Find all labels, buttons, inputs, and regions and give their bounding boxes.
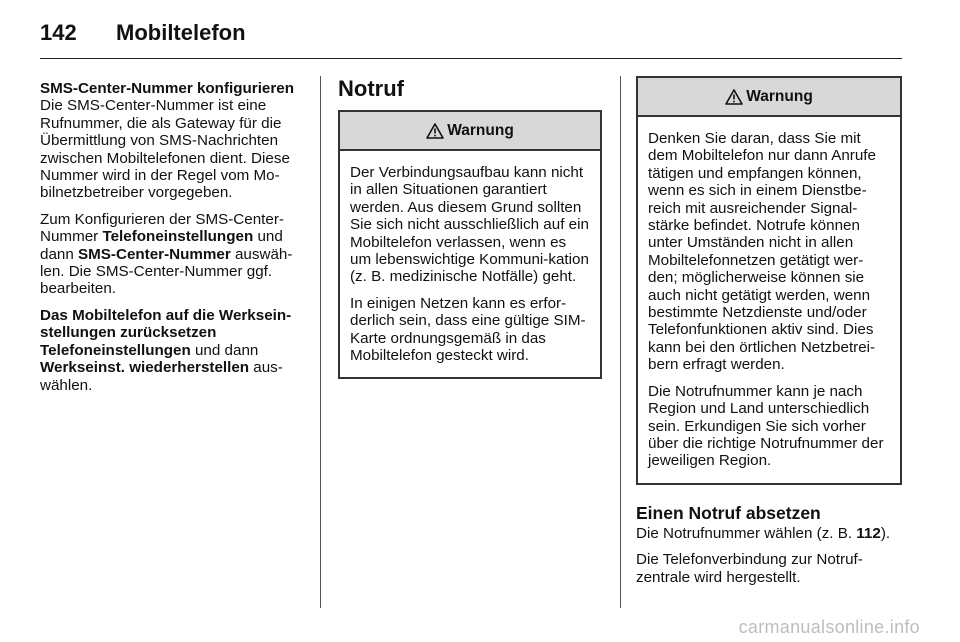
config-paragraph [40, 211, 304, 298]
config-mid: und dann [40, 228, 283, 263]
call-post: ). [880, 524, 891, 542]
emergency-call-heading: Einen Notruf absetzen [636, 502, 821, 523]
reset-menu-factory: Werkseinst. wiederherstellen [40, 359, 250, 377]
right-column [636, 76, 902, 595]
sms-section [40, 80, 304, 202]
warning-text-1: Denken Sie daran, dass Sie mit dem Mobiltelefon nur dann Anrufe tätigen und empfangen können, wenn es sich in einem Dienstbe-reich mit ausreichender Signal-stärke befindet. Notrufe können unter Umständen nicht in allen Mobiltelefonnetzen getätigt wer-den; möglicherweise können sie auch nicht getätigt werden, wenn bestimmte Netzdienste und/oder Telefonfunktionen aktiv sind. Dies kann bei den örtlichen Netzbetrei-bern erfragt werden. [648, 130, 876, 374]
left-column [40, 80, 304, 403]
reset-mid: und dann [190, 341, 259, 359]
warning-header [638, 78, 900, 117]
warning-body [638, 117, 900, 483]
call-pre: Die Notrufnummer wählen (z. B. [636, 524, 857, 542]
reset-heading: Das Mobiltelefon auf die Werksein-stellungen zurücksetzen [40, 306, 292, 342]
middle-column [338, 76, 602, 379]
warning-text-2: In einigen Netzen kann es erfor-derlich sein, dass eine gültige SIM-Karte ordnungsgemäß in das Mobiltelefon gesteckt wird. [350, 294, 586, 365]
header-rule [40, 58, 902, 59]
column-divider-left [320, 76, 321, 608]
warning-label: Warnung [746, 87, 813, 105]
config-menu-sms-center: SMS-Center-Nummer [78, 245, 231, 263]
reset-section [40, 307, 304, 394]
watermark: carmanualsonline.info [738, 617, 920, 637]
page-header [40, 16, 246, 50]
page-title: Mobiltelefon [116, 20, 246, 45]
emergency-call-text-1 [636, 525, 902, 542]
sms-heading: SMS-Center-Nummer konfigurieren [40, 80, 295, 97]
sms-text: Die SMS-Center-Nummer ist eine Rufnummer, die als Gateway für die Übermittlung von SMS-Nachrichten zwischen Mobiltelefonen dient. Diese Nummer wird in der Regel vom Mo-bilnetzbetreiber vorgegeben. [40, 97, 290, 202]
warning-header [340, 112, 600, 151]
warning-text-2: Die Notrufnummer kann je nach Region und Land unterschiedlich sein. Erkundigen Sie sich vorher über die richtige Notrufnummer der jeweiligen Region. [648, 382, 884, 470]
column-divider-right [620, 76, 621, 608]
warning-label: Warnung [447, 121, 514, 139]
reset-post: aus-wählen. [40, 359, 283, 394]
warning-triangle-icon [725, 89, 743, 105]
config-pre: Zum Konfigurieren der SMS-Center-Nummer [40, 210, 284, 246]
warning-box-middle [338, 110, 602, 379]
reset-menu-phone-settings: Telefoneinstellungen [40, 341, 191, 359]
notruf-heading: Notruf [338, 76, 404, 101]
emergency-number: 112 [856, 524, 881, 542]
warning-box-right [636, 76, 902, 485]
emergency-call-text-2: Die Telefonverbindung zur Notruf-zentrale wird hergestellt. [636, 551, 863, 586]
warning-triangle-icon [426, 123, 444, 139]
page-number: 142 [40, 20, 77, 45]
warning-body [340, 151, 600, 377]
config-menu-phone-settings: Telefoneinstellungen [102, 228, 254, 246]
config-post: auswäh-len. Die SMS-Center-Nummer ggf. bearbeiten. [40, 245, 293, 298]
warning-text-1: Der Verbindungsaufbau kann nicht in allen Situationen garantiert werden. Aus diesem Grund sollten Sie sich nicht ausschließlich auf ein Mobiltelefon verlassen, wenn es um lebenswichtige Kommuni-kation (z. B. medizinische Notfälle) geht. [350, 164, 589, 286]
